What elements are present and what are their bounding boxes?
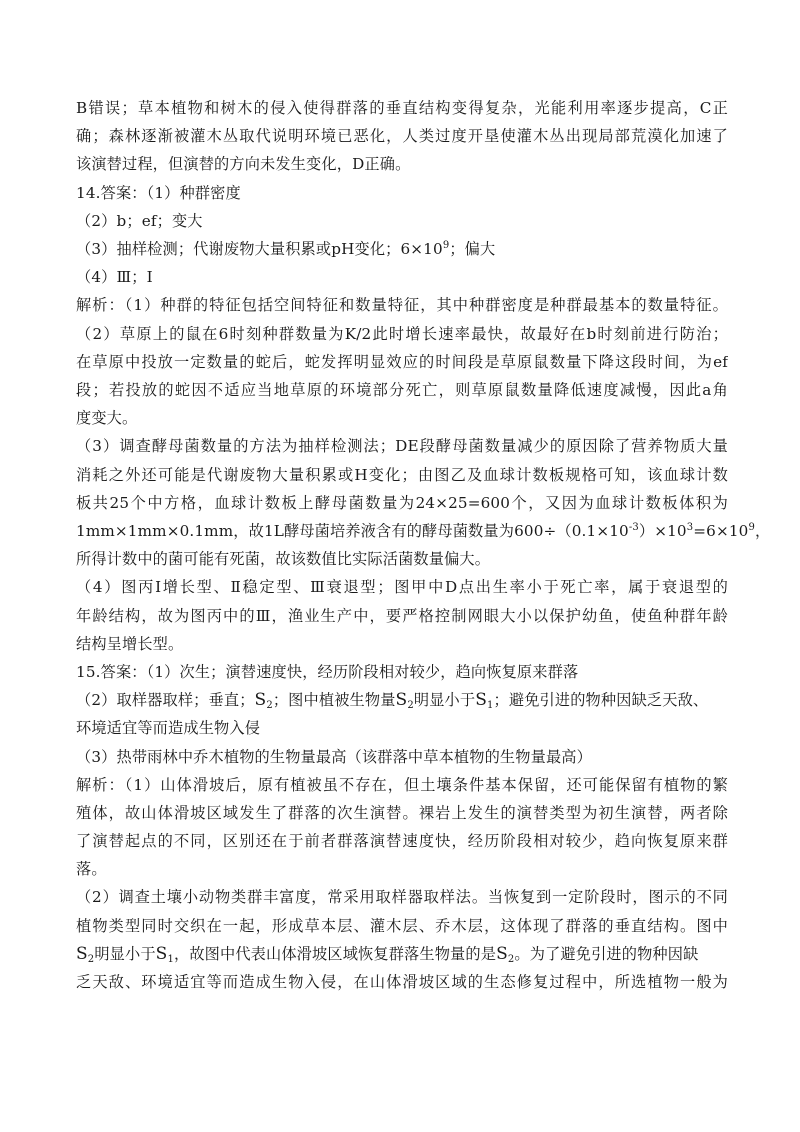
- analysis-line: 解析：（1）种群的特征包括空间特征和数量特征，其中种群密度是种群最基本的数量特征。: [76, 296, 728, 315]
- text-line: 板共25个中方格，血球计数板上酵母菌数量为24×25=600个，又因为血球计数板体积为: [76, 493, 728, 512]
- text-line: 1mm×1mm×0.1mm，故1L酵母菌培养液含有的酵母菌数量为$600\div(0.1\times 10^{-3})\times 10^3=6\times 10^9$，: [76, 521, 771, 540]
- text-line: （3）抽样检测；代谢废物大量积累或pH变化；$6\times 10^9$；偏大: [76, 239, 496, 258]
- text-line: 确；森林逐渐被灌木丛取代说明环境已恶化，人类过度开垦使灌木丛出现局部荒漠化加速了: [76, 127, 728, 146]
- text-line: （2）取样器取样；垂直；$S_2$；图中植被生物量$S_2$明显小于$S_1$；避免引进的物种因缺乏天敌、: [76, 690, 709, 712]
- text-line: 所得计数中的菌可能有死菌，故该数值比实际活菌数量偏大。: [76, 550, 491, 569]
- text-line: 殖体，故山体滑坡区域发生了群落的次生演替。裸岩上发生的演替类型为初生演替，两者除: [76, 803, 728, 822]
- answer-heading-15: 15.答案：（1）次生；演替速度快，经历阶段相对较少，趋向恢复原来群落: [76, 662, 579, 681]
- text-line: （2）调查土壤小动物类群丰富度，常采用取样器取样法。当恢复到一定阶段时，图示的不同: [76, 888, 728, 907]
- text-line: $S_2$明显小于$S_1$，故图中代表山体滑坡区域恢复群落生物量的是$S_2$。为了避免引进的物种因缺: [76, 943, 699, 965]
- text-line: （2）草原上的鼠在6时刻种群数量为K/2此时增长速率最快，故最好在b时刻前进行防治；: [76, 324, 728, 343]
- text-line: 段；若投放的蛇因不适应当地草原的环境部分死亡，则草原鼠数量降低速度减慢，因此a角: [76, 380, 728, 399]
- text-line: （3）热带雨林中乔木植物的生物量最高（该群落中草本植物的生物量最高）: [76, 747, 592, 766]
- text-line: 环境适宜等而造成生物入侵: [76, 719, 261, 738]
- text-line: （2）b；ef；变大: [76, 211, 203, 230]
- text-line: 消耗之外还可能是代谢废物大量积累或H变化；由图乙及血球计数板规格可知，该血球计数: [76, 465, 728, 484]
- text-line: （4）Ⅲ；Ⅰ: [76, 268, 153, 287]
- text-line: （4）图丙Ⅰ增长型、Ⅱ稳定型、Ⅲ衰退型；图甲中D点出生率小于死亡率，属于衰退型的: [76, 578, 728, 597]
- text-line: （3）调查酵母菌数量的方法为抽样检测法；DE段酵母菌数量减少的原因除了营养物质大量: [76, 437, 728, 456]
- answer-heading-14: 14.答案：（1）种群密度: [76, 183, 241, 202]
- text-line: 在草原中投放一定数量的蛇后，蛇发挥明显效应的时间段是草原鼠数量下降这段时间，为ef: [76, 352, 728, 371]
- text-line: 落。: [76, 860, 107, 879]
- text-line: 乏天敌、环境适宜等而造成生物入侵，在山体滑坡区域的生态修复过程中，所选植物一般为: [76, 973, 728, 992]
- document-page: [76, 94, 771, 996]
- text-line: 度变大。: [76, 409, 138, 428]
- text-line: B错误；草本植物和树木的侵入使得群落的垂直结构变得复杂，光能利用率逐步提高，C正: [76, 99, 728, 117]
- text-line: 了演替起点的不同，区别还在于前者群落演替速度快，经历阶段相对较少，趋向恢复原来群: [76, 832, 728, 851]
- text-line: 年龄结构，故为图丙中的Ⅲ，渔业生产中，要严格控制网眼大小以保护幼鱼，使鱼种群年龄: [76, 606, 728, 625]
- text-line: 结构呈增长型。: [76, 634, 184, 653]
- text-line: 植物类型同时交织在一起，形成草本层、灌木层、乔木层，这体现了群落的垂直结构。图中: [76, 916, 728, 935]
- analysis-line: 解析：（1）山体滑坡后，原有植被虽不存在，但土壤条件基本保留，还可能保留有植物的繁: [76, 775, 728, 794]
- text-line: 该演替过程，但演替的方向未发生变化，D正确。: [76, 155, 411, 174]
